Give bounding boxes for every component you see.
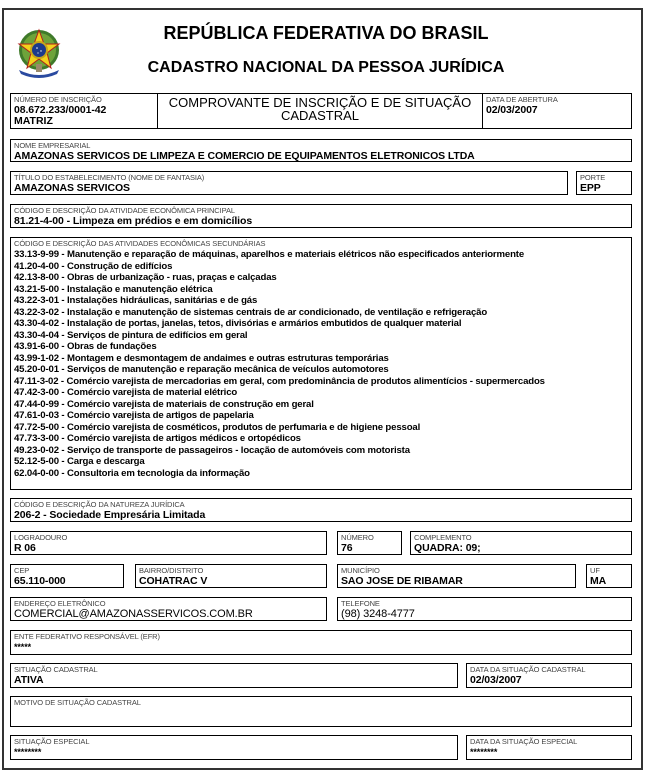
porte-label: PORTE: [580, 173, 606, 182]
cep-label: CEP: [14, 566, 30, 575]
list-item: 47.42-3-00 - Comércio varejista de material elétrico: [14, 387, 238, 398]
bairro-value: COHATRAC V: [139, 575, 208, 587]
bairro-box: [135, 564, 327, 588]
efr-box: [10, 630, 632, 655]
situacao-value: ATIVA: [14, 674, 44, 686]
atividades-secundarias-box: [10, 237, 632, 490]
telefone-label: TELEFONE: [341, 599, 380, 608]
email-label: ENDEREÇO ELETRÔNICO: [14, 599, 106, 608]
motivo-label: MOTIVO DE SITUAÇÃO CADASTRAL: [14, 698, 141, 707]
telefone-value: (98) 3248-4777: [341, 608, 415, 620]
list-item: 33.13-9-99 - Manutenção e reparação de máquinas, aparelhos e materiais elétricos não especificados anteriormente: [14, 249, 525, 260]
data-situacao-box: [466, 663, 632, 688]
list-item: 43.30-4-02 - Instalação de portas, janelas, tetos, divisórias e armários embutidos de qualquer material: [14, 318, 462, 329]
atividades-secundarias-list: [14, 249, 545, 479]
inscricao-type: MATRIZ: [14, 115, 53, 127]
municipio-label: MUNICÍPIO: [341, 566, 380, 575]
comprovante-line1: COMPROVANTE DE INSCRIÇÃO E DE SITUAÇÃO: [168, 95, 472, 110]
numero-value: 76: [341, 542, 353, 554]
list-item: 62.04-0-00 - Consultoria em tecnologia da informação: [14, 467, 250, 479]
data-situacao-especial-value: ********: [470, 747, 498, 757]
situacao-especial-box: [10, 735, 458, 760]
data-situacao-especial-label: DATA DA SITUAÇÃO ESPECIAL: [470, 737, 578, 746]
abertura-box: [482, 93, 632, 129]
porte-box: [576, 171, 632, 195]
situacao-label: SITUAÇÃO CADASTRAL: [14, 665, 98, 674]
data-situacao-label: DATA DA SITUAÇÃO CADASTRAL: [470, 665, 586, 674]
bairro-label: BAIRRO/DISTRITO: [139, 566, 204, 575]
porte-value: EPP: [580, 182, 601, 194]
list-item: 47.72-5-00 - Comércio varejista de cosméticos, produtos de perfumaria e de higiene pessoal: [14, 421, 421, 433]
list-item: 52.12-5-00 - Carga e descarga: [14, 456, 145, 467]
atividade-principal-value: 81.21-4-00 - Limpeza em prédios e em domicílios: [14, 215, 253, 227]
list-item: 43.30-4-04 - Serviços de pintura de edifícios em geral: [14, 329, 248, 341]
complemento-label: COMPLEMENTO: [414, 533, 472, 542]
uf-label: UF: [590, 566, 600, 575]
comprovante-title-box: [157, 93, 483, 129]
list-item: 45.20-0-01 - Serviços de manutenção e reparação mecânica de veículos automotores: [14, 364, 389, 375]
municipio-box: [337, 564, 576, 588]
cep-box: [10, 564, 124, 588]
efr-value: *****: [14, 642, 32, 652]
list-item: 47.44-0-99 - Comércio varejista de materiais de construção em geral: [14, 398, 314, 410]
email-value: COMERCIAL@AMAZONASSERVICOS.COM.BR: [14, 608, 253, 620]
municipio-value: SAO JOSE DE RIBAMAR: [341, 575, 463, 587]
natureza-juridica-value: 206-2 - Sociedade Empresária Limitada: [14, 509, 206, 521]
logradouro-box: [10, 531, 327, 555]
list-item: 47.61-0-03 - Comércio varejista de artigos de papelaria: [14, 410, 254, 421]
list-item: 43.91-6-00 - Obras de fundações: [14, 341, 157, 352]
list-item: 43.22-3-01 - Instalações hidráulicas, sanitárias e de gás: [14, 295, 258, 306]
situacao-especial-value: ********: [14, 747, 42, 757]
inscricao-box: [10, 93, 158, 129]
fantasia-box: [10, 171, 568, 195]
atividades-secundarias-label: CÓDIGO E DESCRIÇÃO DAS ATIVIDADES ECONÔMICAS SECUNDÁRIAS: [14, 239, 266, 248]
logradouro-label: LOGRADOURO: [14, 533, 68, 542]
complemento-box: [410, 531, 632, 555]
situacao-box: [10, 663, 458, 688]
list-item: 49.23-0-02 - Serviço de transporte de passageiros - locação de automóveis com motorista: [14, 444, 410, 456]
comprovante-line2: CADASTRAL: [280, 108, 360, 123]
nome-empresarial-value: AMAZONAS SERVICOS DE LIMPEZA E COMERCIO DE EQUIPAMENTOS ELETRONICOS LTDA: [14, 150, 475, 162]
page-title: REPÚBLICA FEDERATIVA DO BRASIL: [163, 23, 489, 43]
numero-box: [337, 531, 402, 555]
efr-label: ENTE FEDERATIVO RESPONSÁVEL (EFR): [14, 632, 160, 641]
data-situacao-especial-box: [466, 735, 632, 760]
fantasia-label: TÍTULO DO ESTABELECIMENTO (NOME DE FANTASIA): [14, 173, 205, 182]
list-item: 47.11-3-02 - Comércio varejista de mercadorias em geral, com predominância de produtos alimentícios - supermercados: [14, 375, 545, 387]
list-item: 42.13-8-00 - Obras de urbanização - ruas, praças e calçadas: [14, 272, 277, 283]
fantasia-value: AMAZONAS SERVICOS: [14, 182, 130, 194]
list-item: 47.73-3-00 - Comércio varejista de artigos médicos e ortopédicos: [14, 433, 301, 444]
page-subtitle: CADASTRO NACIONAL DA PESSOA JURÍDICA: [147, 59, 505, 76]
abertura-value: 02/03/2007: [486, 104, 538, 116]
atividade-principal-box: [10, 204, 632, 228]
natureza-juridica-label: CÓDIGO E DESCRIÇÃO DA NATUREZA JURÍDICA: [14, 500, 185, 509]
list-item: 41.20-4-00 - Construção de edifícios: [14, 260, 173, 272]
situacao-especial-label: SITUAÇÃO ESPECIAL: [14, 737, 90, 746]
nome-empresarial-box: [10, 139, 632, 162]
telefone-box: [337, 597, 632, 621]
cep-value: 65.110-000: [14, 575, 66, 587]
abertura-label: DATA DE ABERTURA: [486, 95, 558, 104]
inscricao-label: NÚMERO DE INSCRIÇÃO: [14, 95, 102, 104]
inscricao-value: 08.672.233/0001-42: [14, 104, 107, 116]
atividade-principal-label: CÓDIGO E DESCRIÇÃO DA ATIVIDADE ECONÔMICA PRINCIPAL: [14, 206, 235, 215]
uf-value: MA: [590, 575, 607, 587]
uf-box: [586, 564, 632, 588]
numero-label: NÚMERO: [341, 533, 374, 542]
nome-empresarial-label: NOME EMPRESARIAL: [14, 141, 91, 150]
list-item: 43.22-3-02 - Instalação e manutenção de sistemas centrais de ar condicionado, de ventilação e refrigeração: [14, 306, 488, 318]
complemento-value: QUADRA: 09;: [414, 542, 481, 554]
natureza-juridica-box: [10, 498, 632, 522]
email-box: [10, 597, 327, 621]
data-situacao-value: 02/03/2007: [470, 674, 522, 686]
logradouro-value: R 06: [14, 542, 36, 554]
list-item: 43.99-1-02 - Montagem e desmontagem de andaimes e outras estruturas temporárias: [14, 352, 389, 364]
list-item: 43.21-5-00 - Instalação e manutenção elétrica: [14, 283, 213, 295]
motivo-box: [10, 696, 632, 727]
